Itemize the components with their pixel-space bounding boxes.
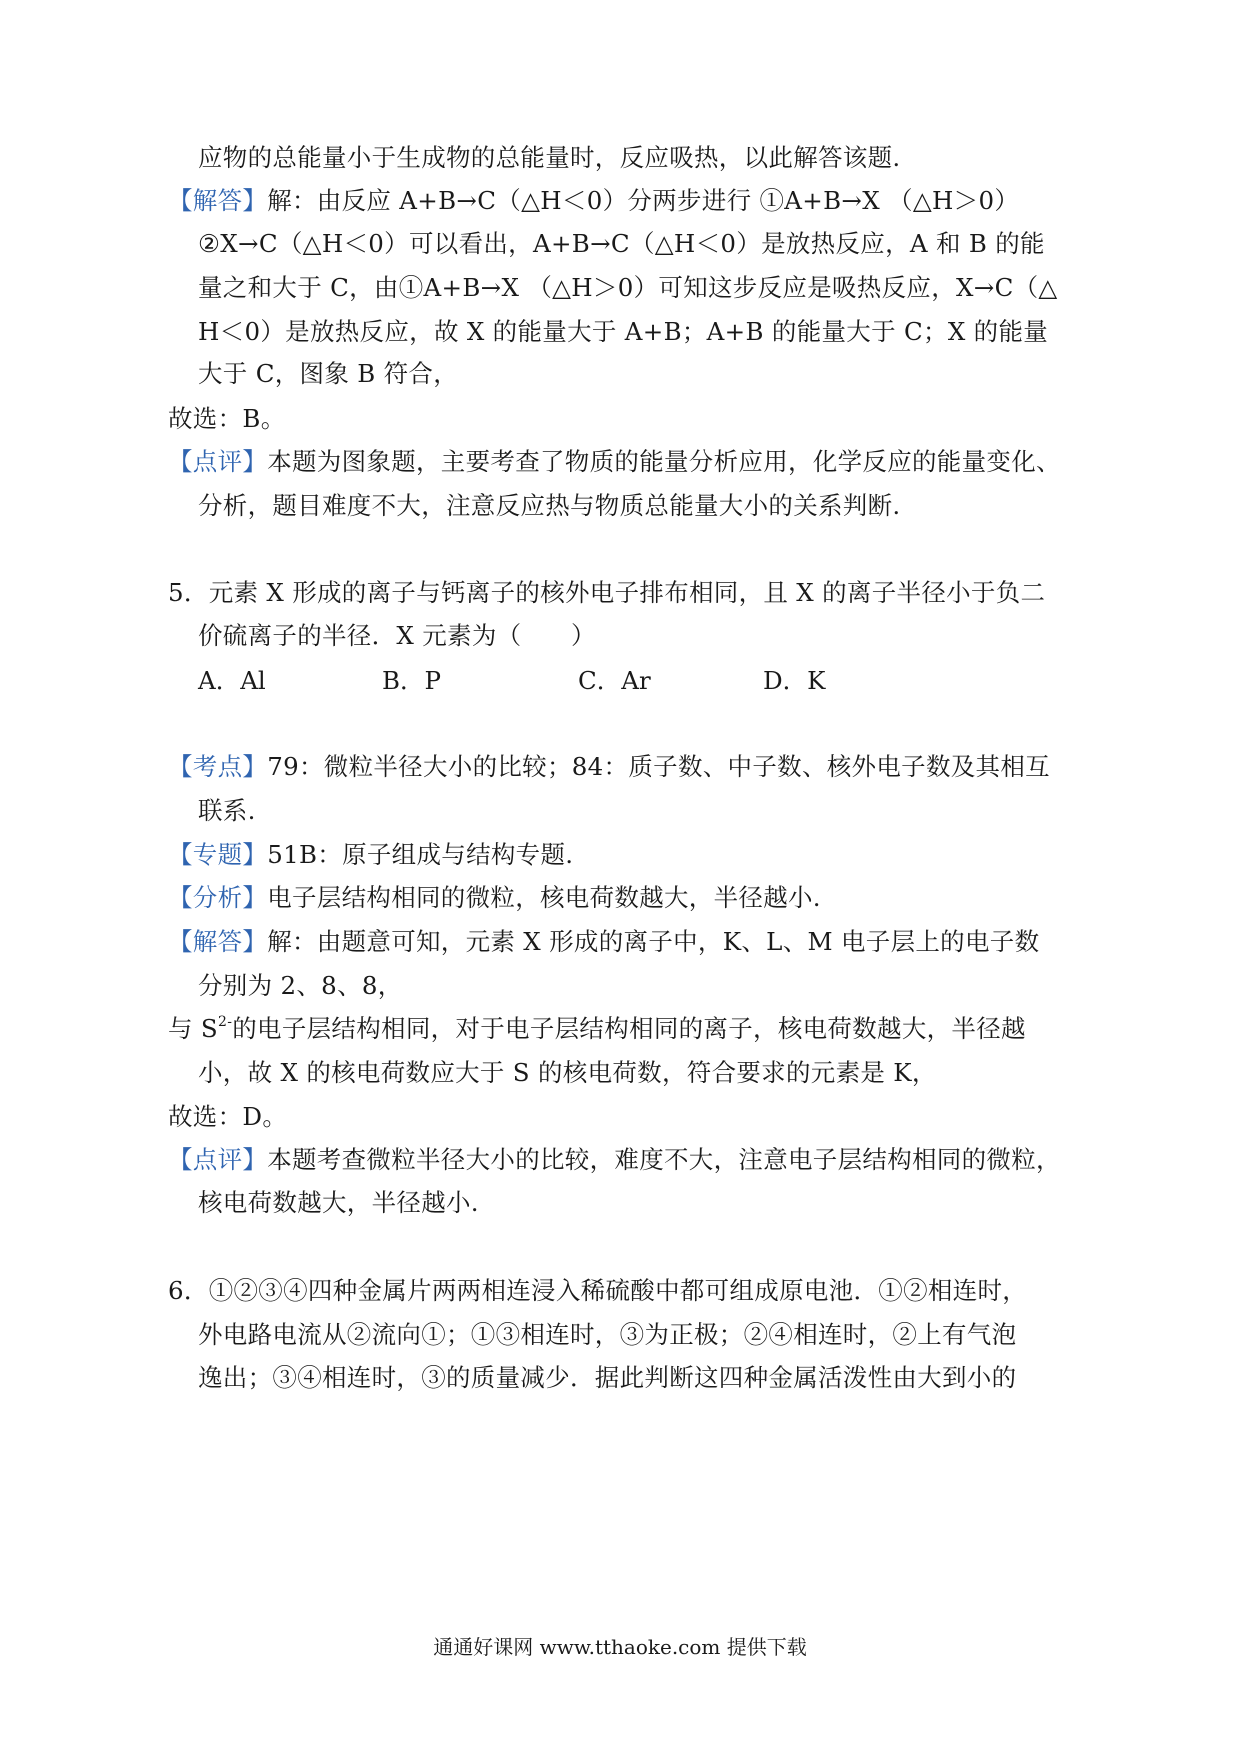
zhuanti-line: 【专题】51B：原子组成与结构专题.	[168, 840, 574, 869]
q5-choose-answer: 故选：D。	[168, 1102, 288, 1131]
answer-line-3: 量之和大于 C，由①A+B→X （△H＞0）可知这步反应是吸热反应，X→C（△	[198, 273, 1058, 302]
question-6-line-3: 逸出；③④相连时，③的质量减少．据此判断这四种金属活泼性由大到小的	[198, 1363, 1017, 1392]
answer-tag: 【解答】	[168, 186, 268, 215]
kaodian-line-2: 联系.	[198, 796, 256, 825]
q5-answer-line-2: 分别为 2、8、8，	[198, 971, 403, 1000]
answer-line-5: 大于 C，图象 B 符合，	[198, 359, 459, 388]
page-footer: 通通好课网 www.tthaoke.com 提供下载	[433, 1635, 807, 1659]
option-c: C．Ar	[578, 666, 651, 695]
option-b: B．P	[382, 666, 441, 695]
kaodian-line-1: 【考点】79：微粒半径大小的比较；84：质子数、中子数、核外电子数及其相互	[168, 752, 1050, 781]
zhuanti-tag: 【专题】	[168, 840, 268, 869]
fenxi-tag: 【分析】	[168, 883, 268, 912]
sulfide-charge: 2-	[217, 1013, 233, 1030]
q5-review-line-1: 【点评】本题考查微粒半径大小的比较，难度不大，注意电子层结构相同的微粒，	[168, 1145, 1061, 1174]
question-5-line-2: 价硫离子的半径．X 元素为（ ）	[198, 621, 596, 650]
question-6-line-2: 外电路电流从②流向①；①③相连时，③为正极；②④相连时，②上有气泡	[198, 1320, 1017, 1349]
q5-answer-tag: 【解答】	[168, 927, 268, 956]
q5-review-tag: 【点评】	[168, 1145, 268, 1174]
answer-line-2: ②X→C（△H＜0）可以看出，A+B→C（△H＜0）是放热反应，A 和 B 的能	[198, 229, 1045, 258]
review-line-1: 【点评】本题为图象题，主要考查了物质的能量分析应用，化学反应的能量变化、	[168, 447, 1061, 476]
q5-answer-line-4: 小，故 X 的核电荷数应大于 S 的核电荷数，符合要求的元素是 K，	[198, 1058, 937, 1087]
review-tag: 【点评】	[168, 447, 268, 476]
q5-review-line-2: 核电荷数越大，半径越小.	[198, 1188, 479, 1217]
fenxi-line: 【分析】电子层结构相同的微粒，核电荷数越大，半径越小.	[168, 883, 821, 912]
choose-answer: 故选：B。	[168, 404, 286, 433]
option-a: A．Al	[198, 666, 266, 695]
kaodian-tag: 【考点】	[168, 752, 268, 781]
analysis-continuation: 应物的总能量小于生成物的总能量时，反应吸热，以此解答该题.	[198, 143, 901, 172]
question-6-line-1: 6．①②③④四种金属片两两相连浸入稀硫酸中都可组成原电池．①②相连时，	[168, 1276, 1028, 1305]
question-5-line-1: 5．元素 X 形成的离子与钙离子的核外电子排布相同，且 X 的离子半径小于负二	[168, 578, 1046, 607]
option-d: D．K	[763, 666, 826, 695]
q5-answer-line-1: 【解答】解：由题意可知，元素 X 形成的离子中，K、L、M 电子层上的电子数	[168, 927, 1040, 956]
answer-line-1: 【解答】解：由反应 A+B→C（△H＜0）分两步进行 ①A+B→X （△H＞0）	[168, 186, 1020, 215]
review-line-2: 分析，题目难度不大，注意反应热与物质总能量大小的关系判断.	[198, 491, 901, 520]
answer-line-4: H＜0）是放热反应，故 X 的能量大于 A+B；A+B 的能量大于 C；X 的能量	[198, 317, 1049, 346]
q5-answer-line-3: 与 $S^{2-}$的电子层结构相同，对于电子层结构相同的离子，核电荷数越大，半径越	[168, 1013, 1026, 1043]
